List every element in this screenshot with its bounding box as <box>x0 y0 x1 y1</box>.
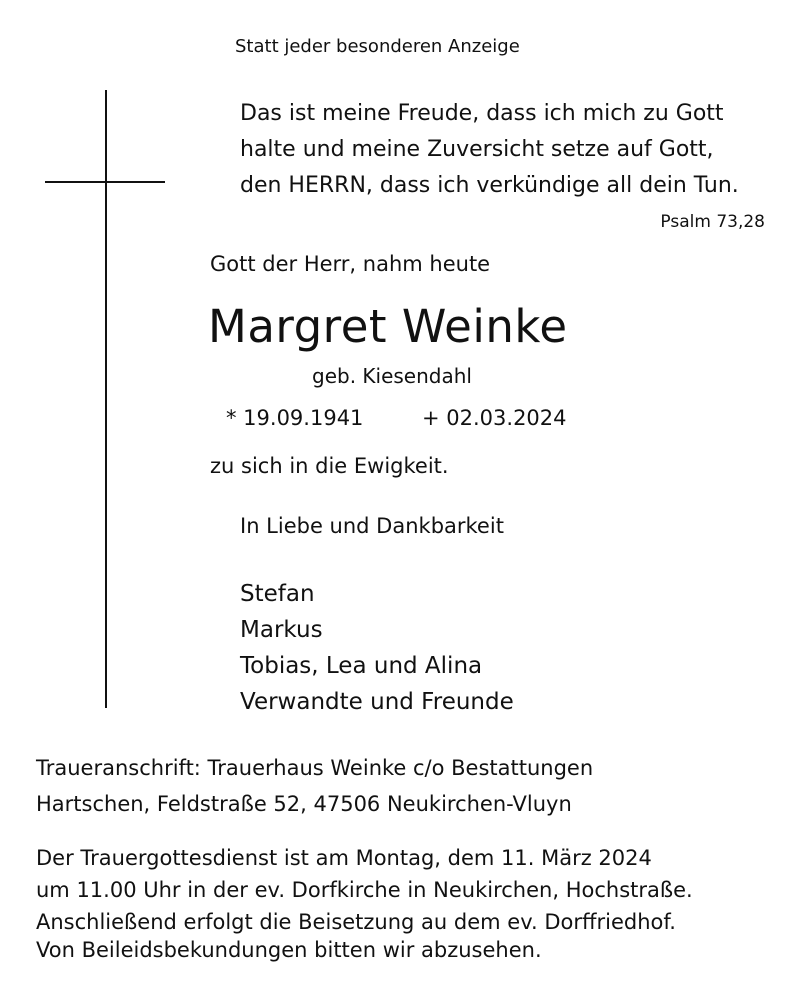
mourner-item: Stefan <box>240 581 315 607</box>
verse-line: den HERRN, dass ich verkündige all dein Tun. <box>240 173 739 198</box>
service-line: Der Trauergottesdienst ist am Montag, dem 11. März 2024 <box>36 846 652 870</box>
verse-reference: Psalm 73,28 <box>660 212 765 232</box>
bible-verse <box>240 96 739 204</box>
mourner-item: Tobias, Lea und Alina <box>240 653 483 679</box>
service-line: um 11.00 Uhr in der ev. Dorfkirche in Neukirchen, Hochstraße. <box>36 878 693 902</box>
death-date: + 02.03.2024 <box>422 406 567 430</box>
intro-text: Gott der Herr, nahm heute <box>210 252 491 276</box>
verse-line: Das ist meine Freude, dass ich mich zu Gott <box>240 101 724 126</box>
service-info <box>36 842 693 938</box>
birth-date: * 19.09.1941 <box>226 406 364 430</box>
address-line: Traueranschrift: Trauerhaus Weinke c/o Bestattungen <box>36 756 594 780</box>
mourners-list <box>240 576 514 720</box>
address-line: Hartschen, Feldstraße 52, 47506 Neukirchen-Vluyn <box>36 792 572 816</box>
condolence-note: Von Beileidsbekundungen bitten wir abzusehen. <box>36 938 542 962</box>
outro-text: zu sich in die Ewigkeit. <box>210 454 449 478</box>
deceased-name: Margret Weinke <box>208 300 568 353</box>
service-line: Anschließend erfolgt die Beisetzung au dem ev. Dorffriedhof. <box>36 910 676 934</box>
maiden-name: geb. Kiesendahl <box>312 364 472 388</box>
mourning-address <box>36 750 593 822</box>
mourner-item: Verwandte und Freunde <box>240 689 514 715</box>
mourner-item: Markus <box>240 617 323 643</box>
notice-header: Statt jeder besonderen Anzeige <box>235 36 520 57</box>
cross-horizontal-bar <box>45 181 165 183</box>
verse-line: halte und meine Zuversicht setze auf Gott, <box>240 137 714 162</box>
closing-text: In Liebe und Dankbarkeit <box>240 514 504 538</box>
